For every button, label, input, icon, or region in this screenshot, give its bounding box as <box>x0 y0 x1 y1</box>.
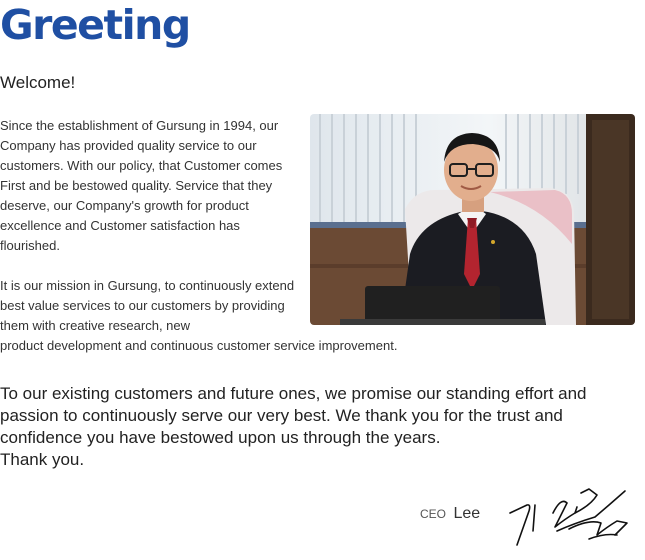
ceo-portrait-photo <box>310 114 635 325</box>
intro-paragraph: Since the establishment of Gursung in 1994, our Company has provided quality service to our customers. With our policy, that Customer comes First and be bestowed quality. Service that they deserve, our Company's growth for product excellence and Customer satisfaction has flourished. <box>0 118 283 253</box>
page-title: Greeting <box>0 1 190 49</box>
ceo-signoff <box>420 505 480 523</box>
welcome-heading: Welcome! <box>0 73 76 92</box>
promise-text: To our existing customers and future ones, we promise our standing effort and passion to continuously serve our very best. We thank you for the trust and confidence you have bestowed upon us through the years. <box>0 384 587 447</box>
ceo-handwritten-signature <box>505 483 633 558</box>
intro-text-block <box>0 116 300 336</box>
promise-paragraph <box>0 383 645 471</box>
mission-paragraph: It is our mission in Gursung, to continuously extend best value services to our customers by providing them with creative research, new <box>0 278 295 333</box>
thank-you-text: Thank you. <box>0 450 85 469</box>
mission-paragraph-tail: product development and continuous customer service improvement. <box>0 338 398 353</box>
ceo-title-label: CEO <box>420 507 447 521</box>
ceo-name: Lee <box>453 505 481 522</box>
